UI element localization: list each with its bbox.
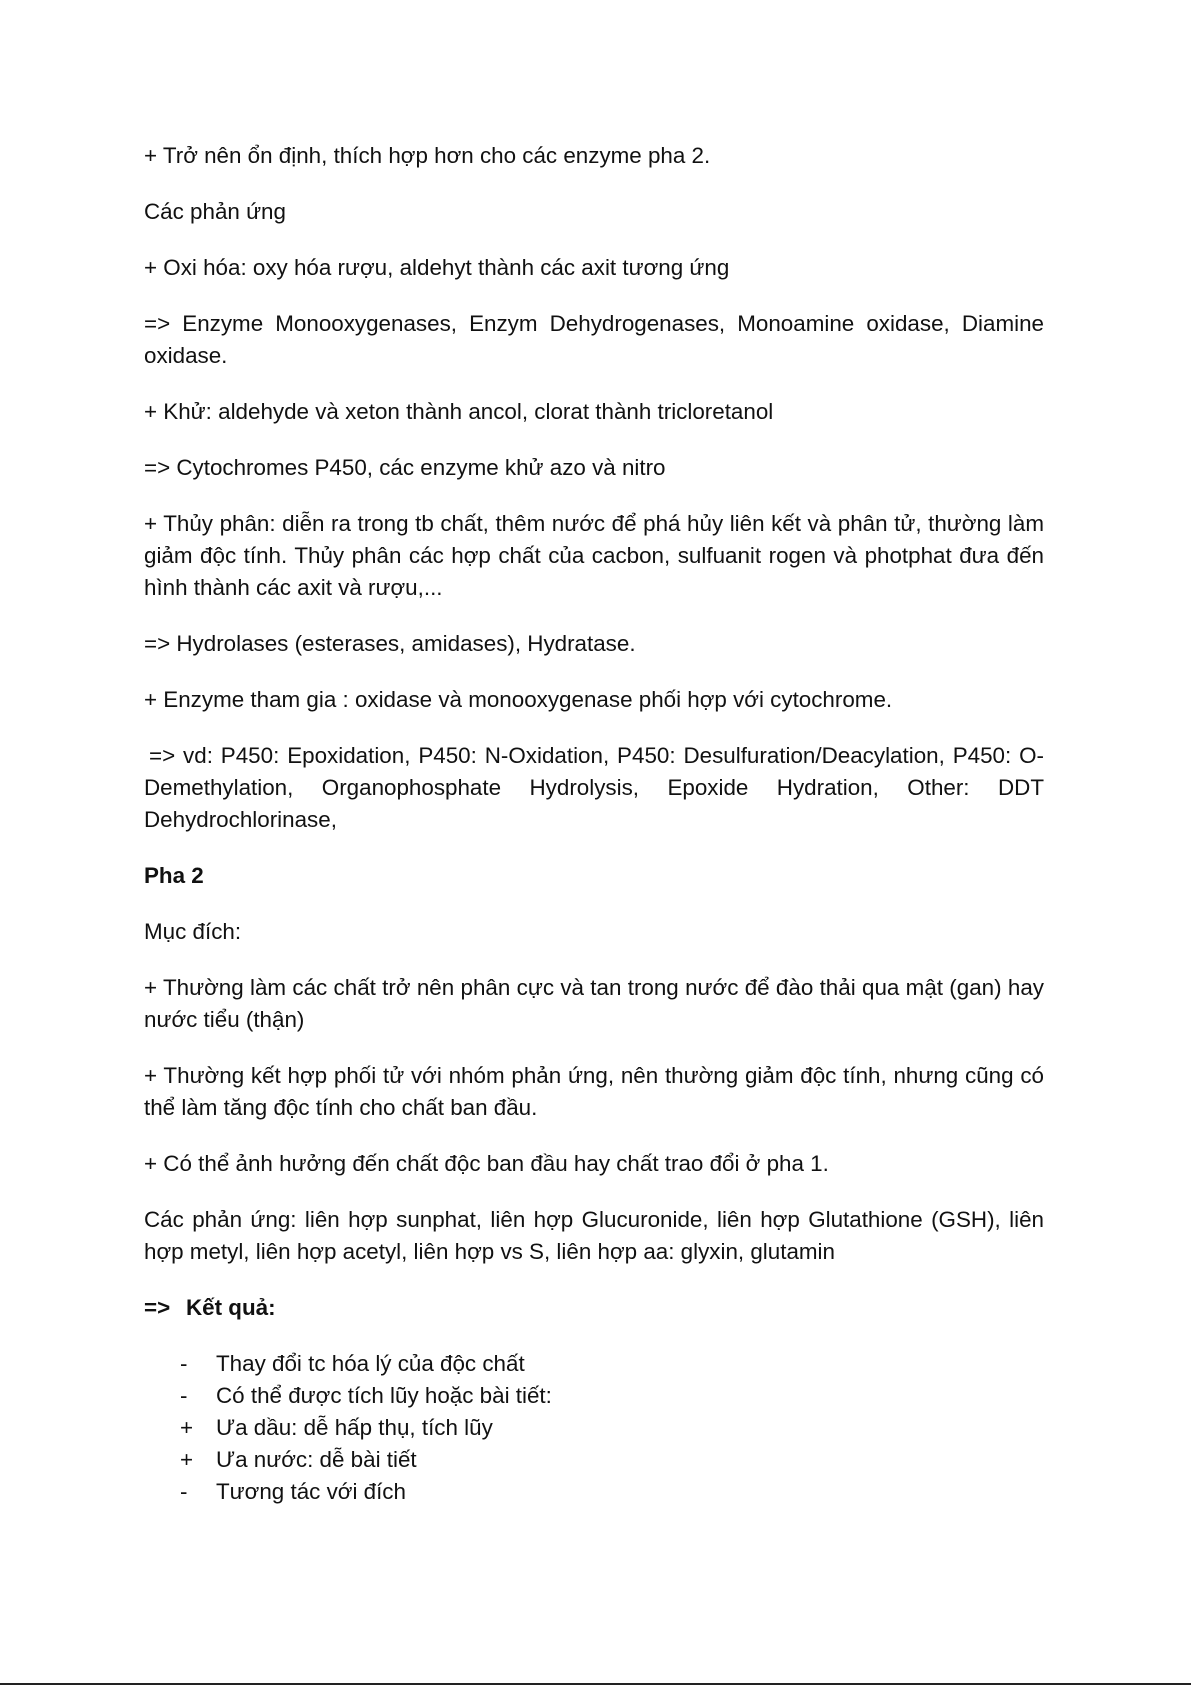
paragraph-stable: + Trở nên ổn định, thích hợp hơn cho các enzyme pha 2. xyxy=(144,143,711,168)
paragraph-reduction: + Khử: aldehyde và xeton thành ancol, clorat thành tricloretanol xyxy=(144,399,774,424)
paragraph-reduction-enzymes: => Cytochromes P450, các enzyme khử azo và nitro xyxy=(144,455,666,480)
paragraph-oxidation-enzymes: => Enzyme Monooxygenases, Enzym Dehydrogenases, Monoamine oxidase, Diamine oxidase. xyxy=(144,311,1044,368)
result-label: Kết quả: xyxy=(186,1295,276,1320)
list-marker: + xyxy=(180,1447,194,1472)
paragraph-conjugation-reactions: Các phản ứng: liên hợp sunphat, liên hợp Glucuronide, liên hợp Glutathione (GSH), liên hợp metyl, liên hợp acetyl, liên hợp vs S, liên hợp aa: glyxin, glutamin xyxy=(144,1207,1044,1264)
paragraph-purpose-effect: + Có thể ảnh hưởng đến chất độc ban đầu hay chất trao đổi ở pha 1. xyxy=(144,1151,829,1176)
heading-pha-2: Pha 2 xyxy=(144,863,204,888)
list-item-text: Tương tác với đích xyxy=(216,1479,406,1504)
list-marker: - xyxy=(180,1351,188,1376)
list-marker: - xyxy=(180,1479,188,1504)
list-item xyxy=(144,1476,1044,1508)
list-item-text: Có thể được tích lũy hoặc bài tiết: xyxy=(216,1383,552,1408)
list-item-text: Ưa dầu: dễ hấp thụ, tích lũy xyxy=(216,1415,493,1440)
paragraph-hydrolysis-enzymes: => Hydrolases (esterases, amidases), Hydratase. xyxy=(144,631,636,656)
paragraph-oxidation: + Oxi hóa: oxy hóa rượu, aldehyt thành các axit tương ứng xyxy=(144,255,730,280)
paragraph-hydrolysis: + Thủy phân: diễn ra trong tb chất, thêm nước để phá hủy liên kết và phân tử, thường làm giảm độc tính. Thủy phân các hợp chất của cacbon, sulfuanit rogen và photphat đưa đến hình thành các axit và rượu,... xyxy=(144,511,1044,600)
result-list xyxy=(144,1348,1044,1508)
paragraph-purpose-polar: + Thường làm các chất trở nên phân cực và tan trong nước để đào thải qua mật (gan) hay nước tiểu (thận) xyxy=(144,975,1044,1032)
paragraph-purpose-title: Mục đích: xyxy=(144,919,242,944)
list-marker: + xyxy=(180,1415,194,1440)
list-item xyxy=(144,1348,1044,1380)
list-item-text: Ưa nước: dễ bài tiết xyxy=(216,1447,417,1472)
paragraph-examples: => vd: P450: Epoxidation, P450: N-Oxidation, P450: Desulfuration/Deacylation, P450: O-Demethylation, Organophosphate Hydrolysis, Epoxide Hydration, Other: DDT Dehydrochlorinase, xyxy=(144,743,1044,832)
paragraph-reactions-title: Các phản ứng xyxy=(144,199,286,224)
document-body xyxy=(144,140,1044,1508)
list-item xyxy=(144,1444,1044,1476)
list-marker: - xyxy=(180,1383,188,1408)
result-heading xyxy=(144,1292,1044,1324)
list-item xyxy=(144,1380,1044,1412)
result-arrow: => xyxy=(144,1295,171,1320)
paragraph-purpose-ligand: + Thường kết hợp phối tử với nhóm phản ứng, nên thường giảm độc tính, nhưng cũng có thể làm tăng độc tính cho chất ban đầu. xyxy=(144,1063,1044,1120)
paragraph-enzymes-involved: + Enzyme tham gia : oxidase và monooxygenase phối hợp với cytochrome. xyxy=(144,687,893,712)
list-item-text: Thay đổi tc hóa lý của độc chất xyxy=(216,1351,525,1376)
list-item xyxy=(144,1412,1044,1444)
